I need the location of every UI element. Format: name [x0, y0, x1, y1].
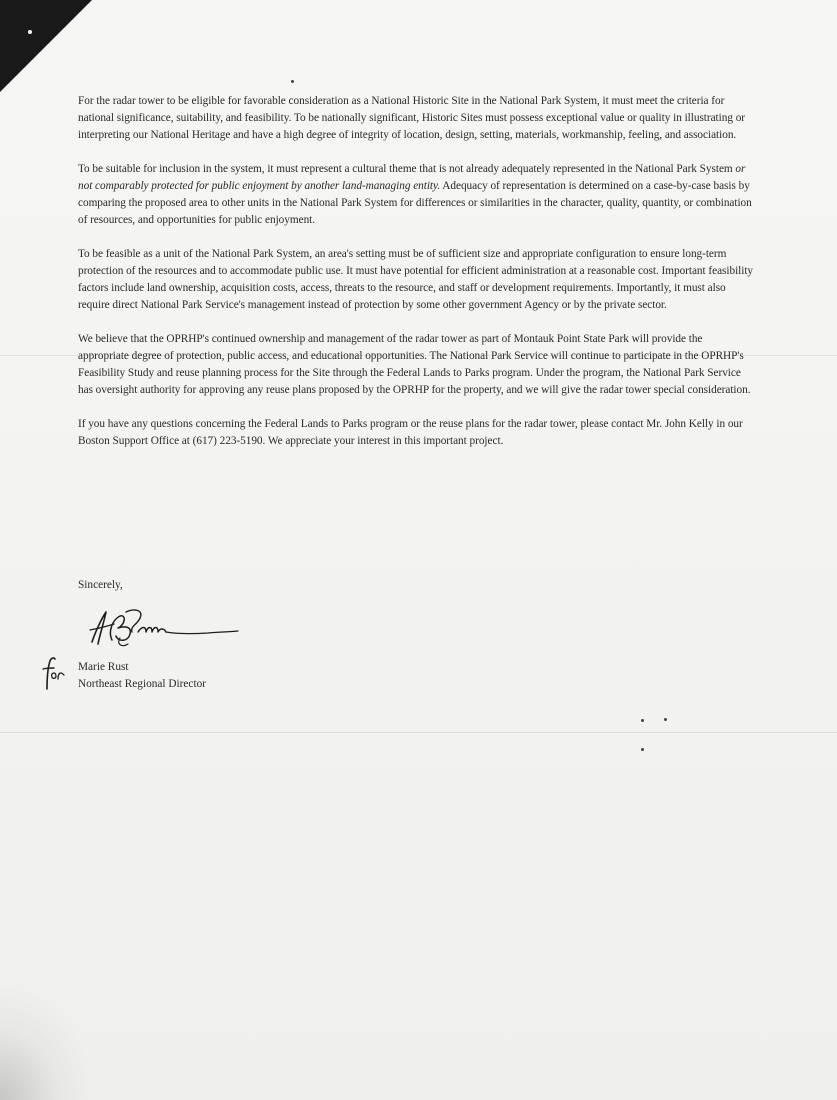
paragraph-text: We believe that the OPRHP's continued ownership and management of the radar tower as part of Montauk Point State Park will provide the appropriate degree of protection, public access, and educational opportunities. The National Park Service will continue to participate in the OPRHP's Feasibility Study and reuse planning process for the Site through the Federal Lands to Parks program. Under the program, the National Park Service has oversight authority for approving any reuse plans proposed by the OPRHP for the property, and we will give the radar tower special consideration. [78, 333, 751, 396]
stray-mark [291, 80, 294, 83]
handwritten-for-mark [40, 655, 66, 691]
paragraph-5 [78, 416, 754, 450]
fold-line [0, 732, 837, 733]
italic-text: or not comparably protected for public enjoyment by another land-managing entity. [78, 163, 746, 192]
stray-mark [641, 719, 644, 722]
paragraph-text: To be suitable for inclusion in the system, it must represent a cultural theme that is not already adequately represented in the National Park System [78, 163, 736, 175]
handwritten-signature [82, 602, 242, 652]
paragraph-3 [78, 246, 754, 314]
paragraph-4 [78, 331, 754, 399]
paragraph-2 [78, 161, 754, 229]
signer-name: Marie Rust [78, 661, 129, 673]
paragraph-text: To be feasible as a unit of the National Park System, an area's setting must be of sufficient size and appropriate configuration to ensure long-term protection of the resources and to accommodate public use. It must have potential for efficient administration at a reasonable cost. Important feasibility factors include land ownership, acquisition costs, access, threats to the resource, and staff or development requirements. Importantly, it must also require direct National Park Service's management instead of protection by some other government Agency or by the private sector. [78, 248, 754, 311]
letter-body [78, 93, 754, 467]
scan-smudge [0, 990, 90, 1100]
closing: Sincerely, [78, 579, 123, 591]
paragraph-text: For the radar tower to be eligible for favorable consideration as a National Historic Site in the National Park System, it must meet the criteria for national significance, suitability, and feasibility. To be nationally significant, Historic Sites must possess exceptional value or quality in illustrating or interpreting our National Heritage and have a high degree of integrity of location, design, setting, materials, workmanship, feeling, and association. [78, 95, 746, 141]
paragraph-1 [78, 93, 754, 144]
signer-title: Northeast Regional Director [78, 678, 206, 690]
signature-block [78, 659, 206, 693]
paragraph-text: If you have any questions concerning the Federal Lands to Parks program or the reuse plans for the radar tower, please contact Mr. John Kelly in our Boston Support Office at (617) 223-5190. We appreciate your interest in this important project. [78, 418, 743, 447]
scan-hole-mark [28, 30, 32, 34]
stray-mark [664, 718, 667, 721]
stray-mark [641, 748, 644, 751]
paragraph-text: Adequacy of representation is determined on a case-by-case basis by comparing the proposed area to other units in the National Park System for differences or similarities in the character, quality, quantity, or combination of resources, and opportunities for public enjoyment. [78, 180, 752, 226]
scan-corner-shadow [0, 0, 92, 92]
